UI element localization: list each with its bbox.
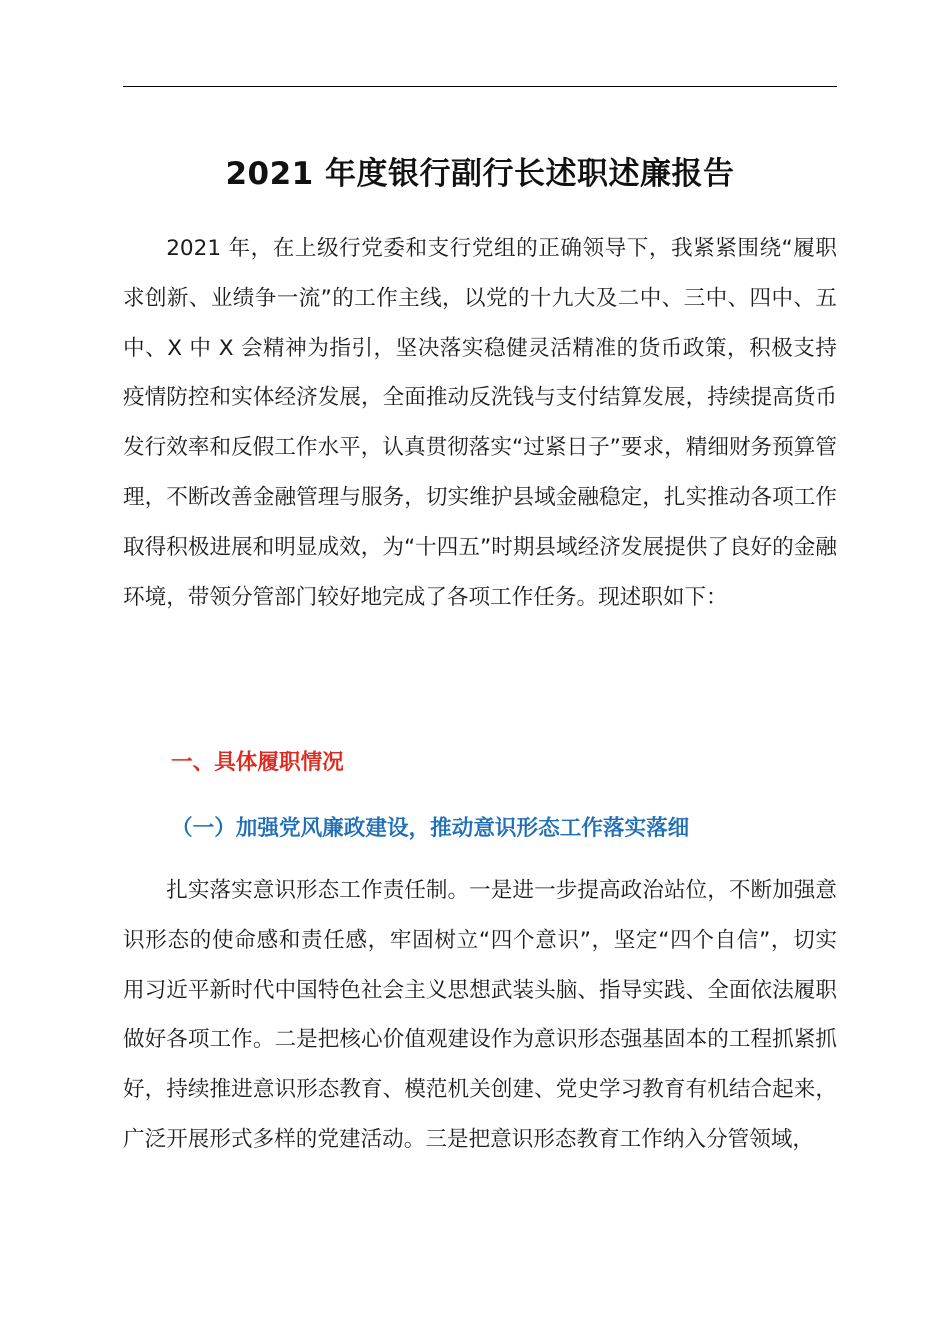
subsection-paragraph-1: 扎实落实意识形态工作责任制。一是进一步提高政治站位，不断加强意识形态的使命感和责任感，牢固树立“四个意识”，坚定“四个自信”，切实用习近平新时代中国特色社会主义思想武装头脑、指导实践、全面依法履职做好各项工作。二是把核心价值观建设作为意识形态强基固本的工程抓紧抓好，持续推进意识形态教育、模范机关创建、党史学习教育有机结合起来，广泛开展形式多样的党建活动。三是把意识形态教育工作纳入分管领域， <box>123 878 837 1152</box>
document-title: 2021 年度银行副行长述职述廉报告 <box>225 156 735 192</box>
intro-paragraph: 2021 年，在上级行党委和支行党组的正确领导下，我紧紧围绕“履职求创新、业绩争一流”的工作主线，以党的十九大及二中、三中、四中、五中、X 中 X 会精神为指引，坚决落实稳健灵活精准的货币政策，积极支持疫情防控和实体经济发展，全面推动反洗钱与支付结算发展，持续提高货币发行效率和反假工作水平，认真贯彻落实“过紧日子”要求，精细财务预算管理，不断改善金融管理与服务，切实维护县域金融稳定，扎实推动各项工作取得积极进展和明显成效，为“十四五”时期县域经济发展提供了良好的金融环境，带领分管部门较好地完成了各项工作任务。现述职如下： <box>123 236 837 610</box>
subsection-heading-1: （一）加强党风廉政建设，推动意识形态工作落实落细 <box>171 816 690 841</box>
section-heading-1: 一、具体履职情况 <box>171 750 344 775</box>
header-rule <box>123 86 837 87</box>
